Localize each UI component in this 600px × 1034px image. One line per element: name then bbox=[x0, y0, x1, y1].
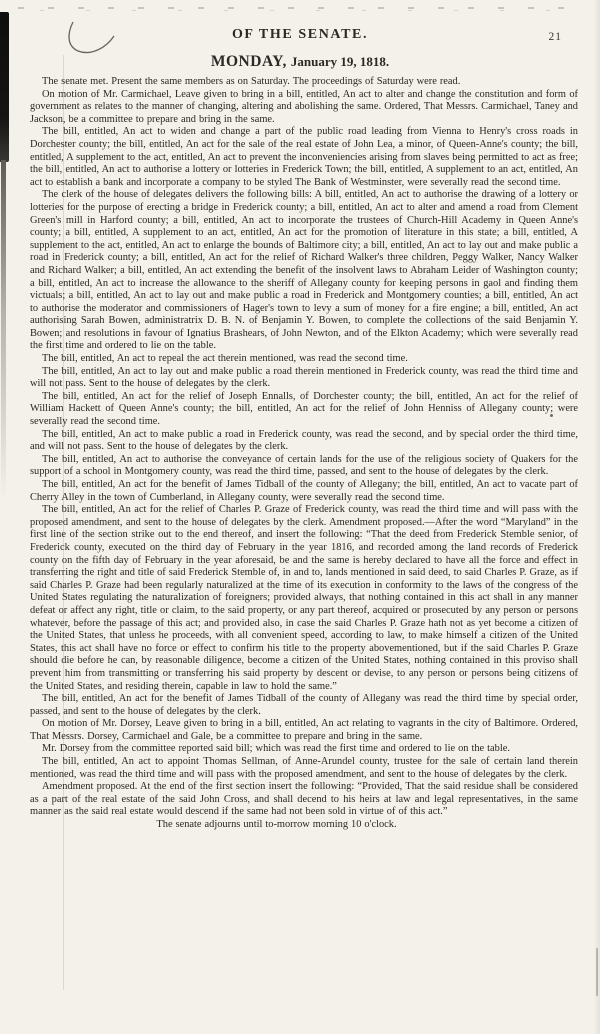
paragraph: The bill, entitled, An act to appoint Thomas Sellman, of Anne-Arundel county, trustee for the sale of certain land therein mentioned, was read the third time and will pass with the proposed amendment, and sent to the house of delegates by the clerk. bbox=[30, 756, 578, 780]
page-number: 21 bbox=[548, 31, 562, 43]
running-header-title: OF THE SENATE. bbox=[231, 27, 369, 42]
paragraph: The bill, entitled, An act to lay out and make public a road therein mentioned in Frederick county, was read the third time and will not pass. Sent to the house of delegates by the clerk. bbox=[30, 365, 578, 390]
running-header bbox=[0, 27, 600, 43]
adjournment-line: The senate adjourns until to-morrow morning 10 o'clock. bbox=[156, 819, 397, 831]
paragraph: Mr. Dorsey from the committee reported said bill; which was read the first time and ordered to lie on the table. bbox=[42, 743, 510, 755]
paragraph: The bill, entitled, An act for the relief of Charles P. Graze of Frederick county, was read the third time and will pass with the proposed amendment, and sent to the house of delegates by the clerk. Amendment proposed.—After the word “Maryland” in the first line of the section strike out to the end thereof, and insert the following: “That the deed from Frederick Stemble senior, of Frederick county, executed on the third day of February in the year 1816, and recorded among the land records of Frederick county on the fifth day of February in the year aforesaid, be and the same is hereby declared to have all the force and effect in transferring the right and title of said Frederick Stemble of, in and to, lands mentioned in said deed, to said Charles P. Graze, as if said Charles P. Graze had been regularly naturalized at the time of its execution in conformity to the laws of the congress of the United States regulating the naturalization of foreigners; provided always, that nothing contained in this act shall in any manner defeat or affect any right, title or claim, to the said property, or any part thereof, acquired or prosecuted by any person or persons whatever, before the passage of this act; and provided also, in case the said Charles P. Graze hath not as yet become a citizen of the United States, that unless he proceeds, with all convenient speed, according to law, to make himself a citizen of the United States, this act shall have no force or effect to confirm his title to the property abovementioned, but if the said Charles P. Graze should die before he can, by reasonable diligence, become a citizen of the United States, nothing contained in this proviso shall prevent him from transmitting or transferring his said property by descent or devise, to any person or persons being citizens of the United States, and residing therein, capable in law to hold the same.” bbox=[30, 504, 578, 692]
paragraph: The bill, entitled, An act to repeal the act therein mentioned, was read the second time. bbox=[42, 353, 408, 365]
date-heading-date: January 19, 1818. bbox=[290, 54, 390, 69]
scan-noise-top-2 bbox=[40, 10, 560, 11]
paragraph: The bill, entitled, An act for the relief of Joseph Ennalls, of Dorchester county; the bill, entitled, An act for the relief of William Hackett of Queen Anne's county; the bill, entitled, An act for the relief of John Henniss of Allegany county; were severally read the second time. bbox=[30, 390, 578, 428]
paragraph: On motion of Mr. Carmichael, Leave given to bring in a bill, entitled, An act to alter and change the constitution and form of government as relates to the manner of changing, altering and abolishing the same. Ordered, That Messrs. Carmichael, Taney and Jackson, be a committee to prepare and bring in the same. bbox=[30, 88, 578, 125]
paragraph: The bill, entitled, An act to widen and change a part of the public road leading from Vienna to Henry's cross roads in Dorchester county; the bill, entitled, An act for the sale of the real estate of John Lea, a minor, of Queen-Anne's county; the bill, entitled, A supplement to the act, entitled, An act to prevent the inconveniencies arising from slaves being permitted to act as free; the bill, entitled, An act to authorise a lottery or lotteries in Frederick Town; the bill, entitled, A supplement to an act, entitled, An act to establish a bank and incorporate a company to be styled The Bank of Westminster, were severally read the second time. bbox=[30, 126, 578, 188]
paragraph: Amendment proposed. At the end of the first section insert the following: “Provided, That the said residue shall be considered as a part of the real estate of the said John Cross, and shall decend to his heirs at law and legal representatives, in the same manner as the said real estate would descend if the same had not been sold in virtue of of this act.” bbox=[30, 781, 578, 818]
paragraph: The bill, entitled, An act to make public a road in Frederick county, was read the second, and by special order the third time, and will not pass. Sent to the house of delegates by the clerk. bbox=[30, 428, 578, 453]
date-heading bbox=[0, 53, 600, 71]
paragraph: The clerk of the house of delegates delivers the following bills: A bill, entitled, An act to authorise the drawing of a lottery or lotteries for the purpose of erecting a bridge in Frederick county; a bill, entitled, An act to alter and amend a road from Clement Green's mill in Harford county; a bill, entitled, An act to incorporate the trustees of Church-Hill Academy in Queen Anne's county; a bill, entitled, A supplement to an act, entitled, An act for the promotion of literature in this state; a bill, entitled, A supplement to the act, entitled, An act to enlarge the bounds of Baltimore city; a bill, entitled, An act to lay out and make public a road in Frederick county; a bill, entitled, An act for the relief of Richard Walker's three children, Peggy Walker, Nancy Walker and Richard Walker; a bill, entitled, An act extending the benefit of the insolvent laws to Abraham Leider of Washington county; a bill, entitled, An act to increase the allowance to the sheriff of Allegany county for keeping persons in gaol and finding them victuals; a bill, entitled, An act to lay out and make public a road in Frederick and Montgomery counties; a bill, entitled, An act to authorise the moderator and commissioners of Hager's town to levy a sum of money for a fire engine; a bill, entitled, An act authorising Sarah Bowen, administratrix D. B. N. of Benjamin Y. Bowen, to complete the collections of the said Benjamin Y. Bowen; and resolutions in favour of Ignatius Brashears, of John Newton, and of the Elkton Academy; which were severally read the first time and ordered to lie on the table. bbox=[30, 189, 578, 352]
scan-edge-mark bbox=[596, 948, 598, 996]
paragraph: The bill, entitled, An act to authorise the conveyance of certain lands for the use of the religious society of Quakers for the support of a school in Montgomery county, was read the third time, passed, and sent to the house of delegates by the clerk. bbox=[30, 453, 578, 478]
paragraph: The senate met. Present the same members as on Saturday. The proceedings of Saturday were read. bbox=[42, 76, 461, 87]
scan-noise-top bbox=[18, 7, 583, 9]
date-heading-day: MONDAY, bbox=[210, 53, 287, 70]
scan-gutter-bar-fade bbox=[1, 160, 6, 500]
journal-body bbox=[30, 76, 578, 832]
paragraph: The bill, entitled, An act for the benefit of James Tidball of the county of Allegany; the bill, entitled, An act to vacate part of Cherry Alley in the town of Cumberland, in Allegany county, were severally read the second time. bbox=[30, 479, 578, 503]
scan-edge-shade bbox=[594, 0, 600, 1034]
paragraph: On motion of Mr. Dorsey, Leave given to bring in a bill, entitled, An act relating to vagrants in the city of Baltimore. Ordered, That Messrs. Dorsey, Carmichael and Gale, be a committee to prepare and bring in the same. bbox=[30, 718, 578, 742]
paragraph: The bill, entitled, An act for the benefit of James Tidball of the county of Allegany was read the third time by special order, passed, and sent to the house of delegates by the clerk. bbox=[30, 693, 578, 717]
